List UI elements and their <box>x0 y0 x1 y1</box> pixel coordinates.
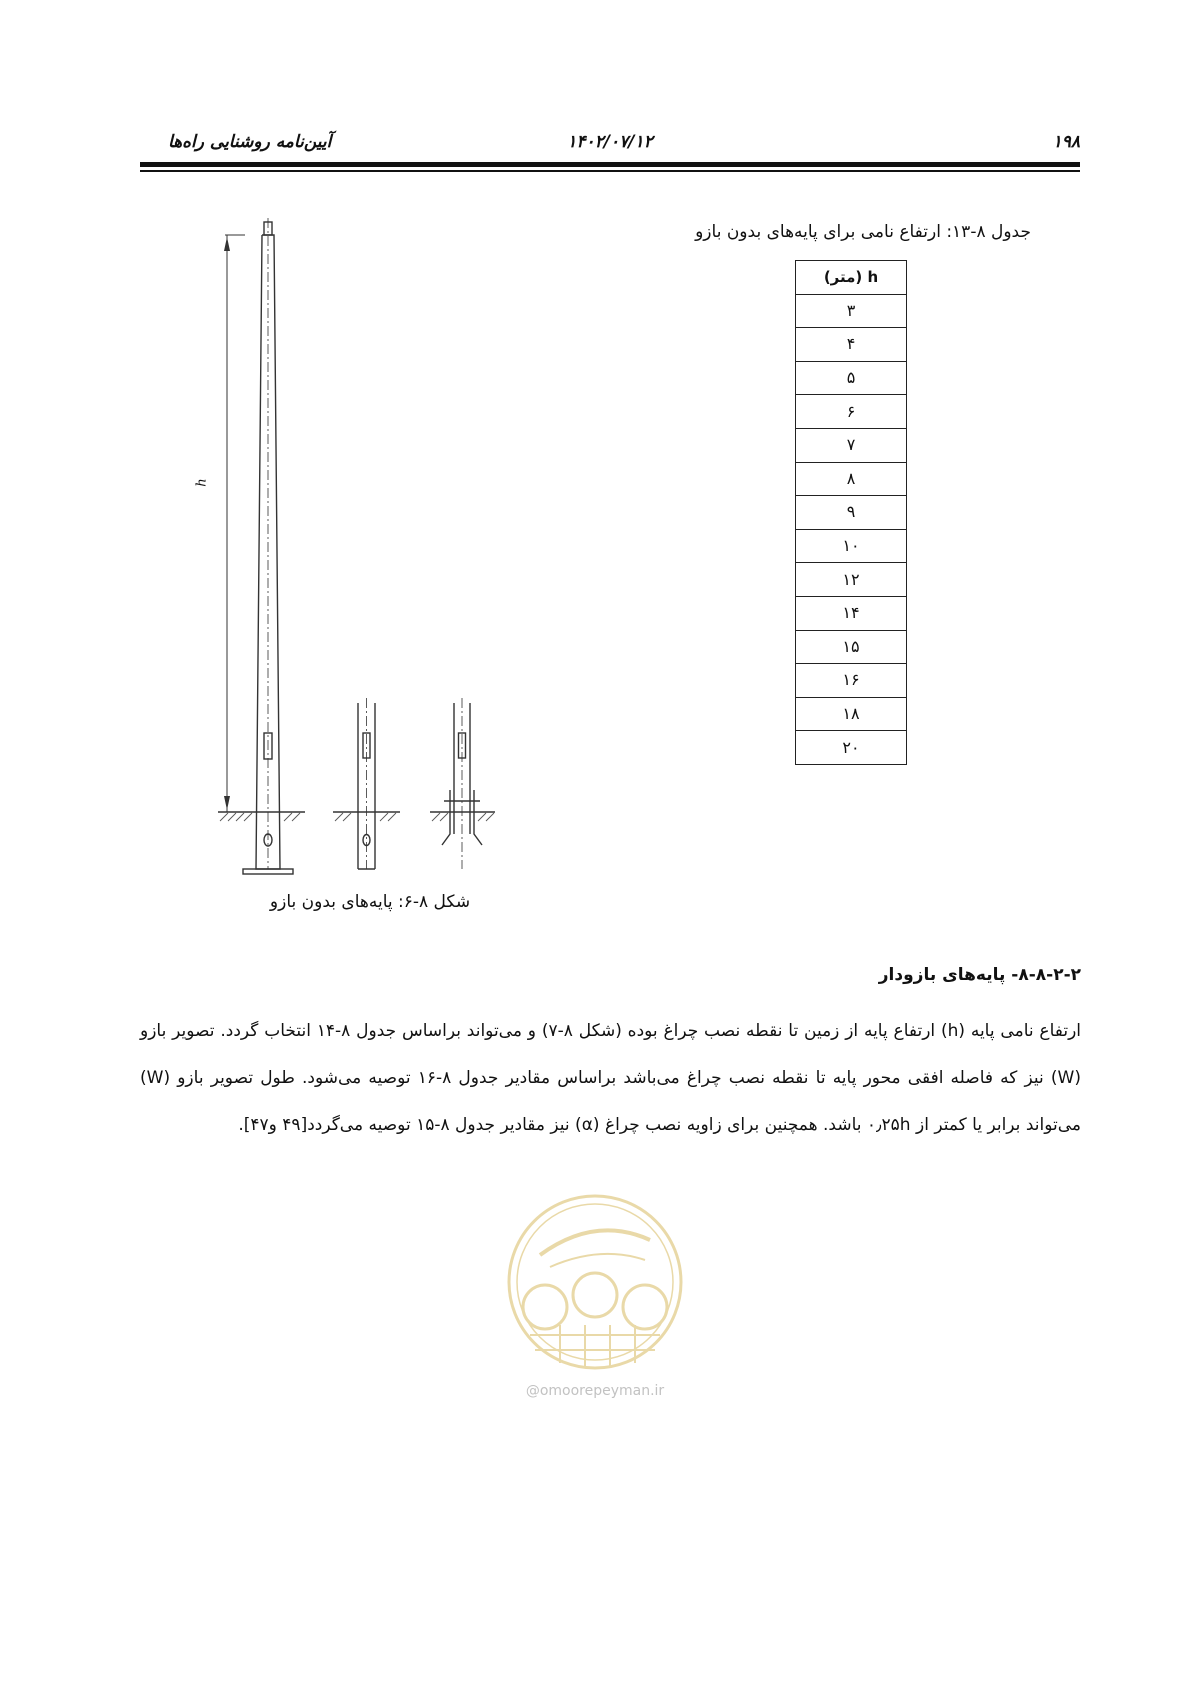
page-number: ۱۹۸ <box>1052 132 1080 152</box>
table-row <box>796 428 907 462</box>
header-title: آیین‌نامه روشنایی راه‌ها <box>168 132 332 152</box>
table-row <box>796 462 907 496</box>
watermark-url: @omoorepeyman.ir <box>525 1383 665 1399</box>
table-row <box>796 395 907 429</box>
header-rule-thick <box>140 162 1080 167</box>
table-cell: ۱۵ <box>796 630 907 664</box>
table-row <box>796 496 907 530</box>
page-header <box>140 130 1080 160</box>
table-cell: ۸ <box>796 462 907 496</box>
dimension-label-h: h <box>194 478 210 487</box>
table-cell: ۱۴ <box>796 596 907 630</box>
table-cell: ۵ <box>796 361 907 395</box>
watermark-logo-icon <box>500 1185 690 1380</box>
poles-figure <box>194 213 530 883</box>
table-cell: ۱۲ <box>796 563 907 597</box>
figure-caption: شکل ۸-۶: پایه‌های بدون بازو <box>269 892 471 912</box>
watermark <box>500 1185 690 1400</box>
header-date: ۱۴۰۲/۰۷/۱۲ <box>567 132 653 152</box>
section-heading: ۸-۸-۲-۲- پایه‌های بازودار <box>878 965 1081 985</box>
table-body <box>796 294 907 764</box>
table-cell: ۷ <box>796 428 907 462</box>
table-cell: ۶ <box>796 395 907 429</box>
table-row <box>796 697 907 731</box>
table-row <box>796 361 907 395</box>
table-cell: ۱۸ <box>796 697 907 731</box>
table-row <box>796 529 907 563</box>
table-cell: ۱۶ <box>796 664 907 698</box>
table-row <box>796 294 907 328</box>
table-row <box>796 328 907 362</box>
table-cell: ۲۰ <box>796 731 907 765</box>
table-row <box>796 731 907 765</box>
table-cell: ۴ <box>796 328 907 362</box>
height-table <box>795 260 907 765</box>
table-cell: ۱۰ <box>796 529 907 563</box>
table-caption: جدول ۸-۱۳: ارتفاع نامی برای پایه‌های بدون بازو <box>695 222 1031 242</box>
section-paragraph: ارتفاع نامی پایه (h) ارتفاع پایه از زمین تا نقطه نصب چراغ بوده (شکل ۸-۷) و می‌تواند براساس جدول ۸-۱۴ انتخاب گردد. تصویر بازو (W) نیز که فاصله افقی محور پایه تا نقطه نصب چراغ می‌باشد براساس مقادیر جدول ۸-۱۶ توصیه می‌شود. طول تصویر بازو (W) می‌تواند برابر یا کمتر از ۰٫۲۵h باشد. همچنین برای زاویه نصب چراغ (α) نیز مقادیر جدول ۸-۱۵ توصیه می‌گردد[۴۹ و۴۷]. <box>140 1021 1082 1135</box>
table-row <box>796 630 907 664</box>
header-rule-thin <box>140 170 1080 172</box>
table-cell: ۹ <box>796 496 907 530</box>
table-row <box>796 664 907 698</box>
table-row <box>796 563 907 597</box>
poles-drawing <box>210 213 530 883</box>
table-row <box>796 596 907 630</box>
table-cell: ۳ <box>796 294 907 328</box>
table-header: h (متر) <box>796 261 907 295</box>
